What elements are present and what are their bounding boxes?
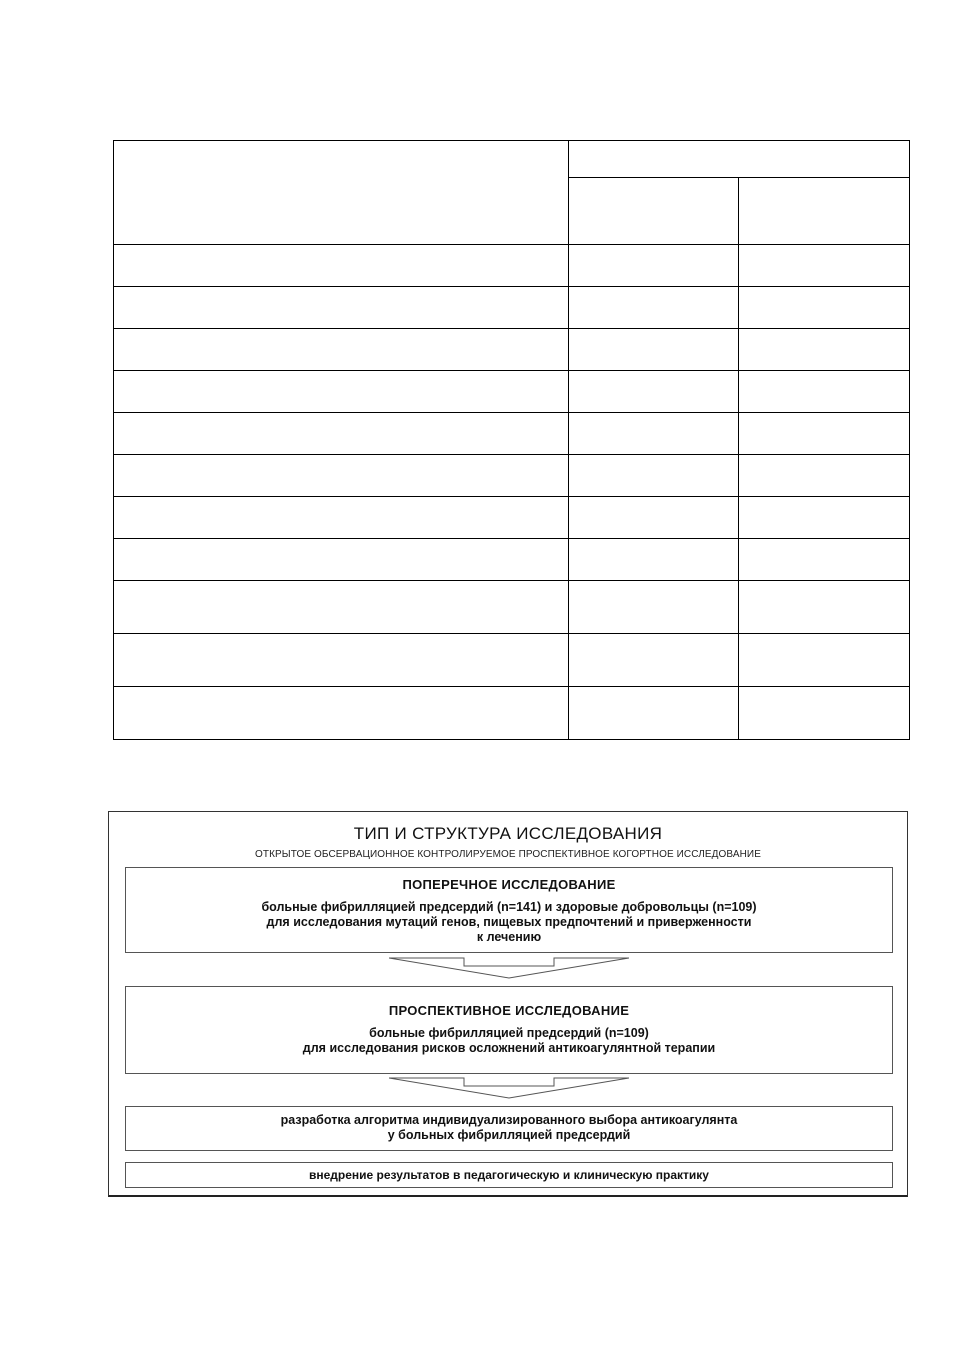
box-text-line: для исследования рисков осложнений антикоагулянтной терапии xyxy=(302,1041,716,1055)
table-row xyxy=(114,245,910,287)
box-text-line: у больных фибрилляцией предсердий xyxy=(387,1128,631,1142)
box-text-line: внедрение результатов в педагогическую и клиническую практику xyxy=(309,1168,709,1182)
down-arrow-icon xyxy=(389,956,629,980)
figure-title: ТИП И СТРУКТУРА ИССЛЕДОВАНИЯ xyxy=(353,824,663,843)
prospective-study-box xyxy=(125,986,893,1074)
table-row xyxy=(114,539,910,581)
table-row xyxy=(114,634,910,687)
table-row xyxy=(114,455,910,497)
empty-data-table xyxy=(113,140,910,740)
table-header-cell xyxy=(739,178,910,245)
table-header-cell xyxy=(569,178,739,245)
algorithm-development-box xyxy=(125,1106,893,1151)
study-design-figure xyxy=(108,811,908,1197)
box-text-line: больные фибрилляцией предсердий (n=109) xyxy=(369,1026,649,1040)
box-heading: ПРОСПЕКТИВНОЕ ИССЛЕДОВАНИЕ xyxy=(388,1003,630,1018)
implementation-box xyxy=(125,1162,893,1188)
table-row xyxy=(114,413,910,455)
table-header-cell xyxy=(114,141,569,245)
cross-sectional-study-box xyxy=(125,867,893,953)
table-header-row xyxy=(114,141,910,178)
box-text-line: разработка алгоритма индивидуализированного выбора антикоагулянта xyxy=(280,1113,738,1127)
box-text-line: больные фибрилляцией предсердий (n=141) и здоровые добровольцы (n=109) xyxy=(261,900,757,914)
table-row xyxy=(114,287,910,329)
down-arrow-icon xyxy=(389,1076,629,1100)
box-text-line: к лечению xyxy=(476,930,542,944)
box-heading: ПОПЕРЕЧНОЕ ИССЛЕДОВАНИЕ xyxy=(402,877,616,892)
table-row xyxy=(114,687,910,740)
table-row xyxy=(114,329,910,371)
table-header-cell xyxy=(569,141,910,178)
table-row xyxy=(114,581,910,634)
table-row xyxy=(114,497,910,539)
box-text-line: для исследования мутаций генов, пищевых предпочтений и приверженности xyxy=(266,915,752,929)
figure-subtitle: ОТКРЫТОЕ ОБСЕРВАЦИОННОЕ КОНТРОЛИРУЕМОЕ ПРОСПЕКТИВНОЕ КОГОРТНОЕ ИССЛЕДОВАНИЕ xyxy=(255,849,761,860)
table-row xyxy=(114,371,910,413)
